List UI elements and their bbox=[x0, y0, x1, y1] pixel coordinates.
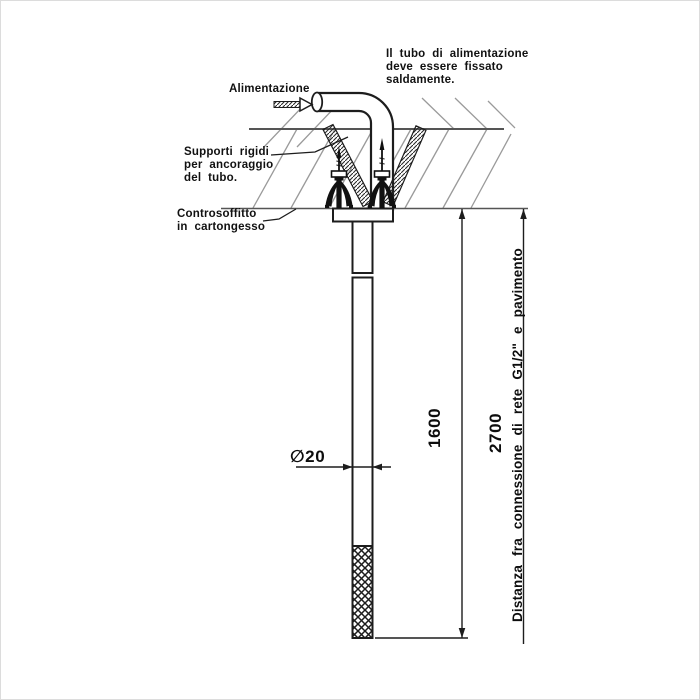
flow-arrow-icon bbox=[274, 98, 312, 111]
fixing-note-line: Il tubo di alimentazione bbox=[386, 48, 529, 60]
braided-hose-section bbox=[353, 546, 373, 638]
supply-label: Alimentazione bbox=[229, 83, 310, 95]
technical-drawing bbox=[1, 1, 700, 700]
supports-label-line: per ancoraggio bbox=[184, 159, 274, 171]
pipe-length-dimension-text: 1600 bbox=[425, 407, 444, 448]
pipe-length-dimension bbox=[375, 209, 468, 638]
false-ceiling-label bbox=[177, 208, 265, 234]
fixing-note bbox=[386, 48, 528, 87]
mounting-plate bbox=[333, 209, 393, 222]
false-ceiling-label-line: Controsoffitto bbox=[177, 208, 257, 220]
false-ceiling-label-line: in cartongesso bbox=[177, 221, 266, 233]
supports-label-line: Supporti rigidi bbox=[184, 146, 270, 158]
supports-label bbox=[184, 146, 273, 185]
false-ceiling-leader-line bbox=[263, 209, 296, 221]
total-height-dimension-text: 2700 bbox=[486, 412, 505, 453]
pipe-open-end bbox=[312, 93, 322, 112]
distance-caption: Distanza fra connessione di rete G1/2" e pavimento bbox=[510, 248, 525, 623]
fixing-note-line: deve essere fissato bbox=[386, 61, 503, 73]
supports-label-line: del tubo. bbox=[184, 172, 238, 184]
fixing-note-line: saldamente. bbox=[386, 74, 455, 86]
diameter-dimension-text: ∅20 bbox=[290, 447, 326, 466]
shower-pipe bbox=[353, 221, 373, 638]
